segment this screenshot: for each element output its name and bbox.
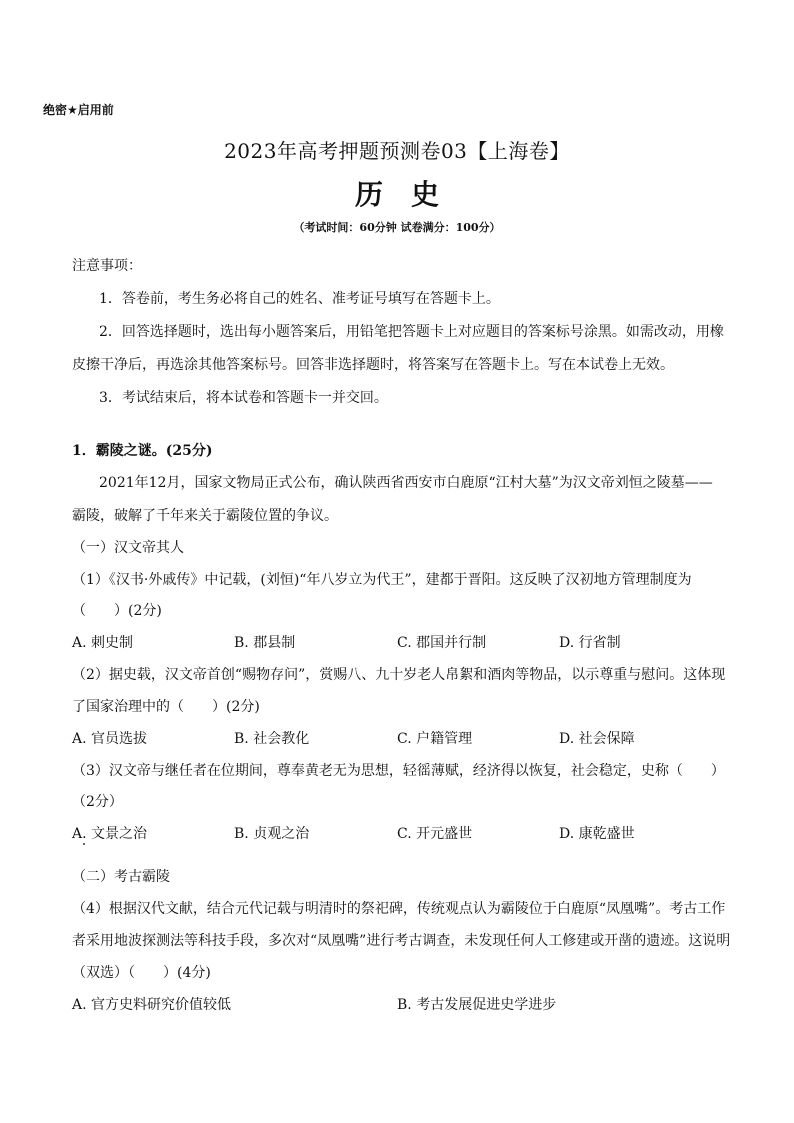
stray-dot [83,843,85,845]
note-item-2-line2: 皮擦干净后，再选涂其他答案标号。回答非选择题时，将答案写在答题卡上。写在本试卷上无效。 [72,357,674,373]
q1-option-d: D. 行省制 [559,635,621,651]
q2-stem-line1: （2）据史载，汉文帝首创“赐物存问”，赏赐八、九十岁老人帛絮和酒肉等物品，以示尊重与慰问。这体现 [72,667,726,683]
confidential-label: 绝密★启用前 [43,103,114,117]
exam-title: 2023年高考押题预测卷03【上海卷】 [224,139,570,163]
q3-option-d: D. 康乾盛世 [559,826,635,842]
q1-option-b: B. 郡县制 [234,635,296,651]
q2-option-d: D. 社会保障 [559,731,635,747]
note-item-2-line1: 2．回答选择题时，选出每小题答案后，用铅笔把答题卡上对应题目的答案标号涂黑。如需改动，用橡 [99,324,724,340]
intro-line1: 2021年12月，国家文物局正式公布，确认陕西省西安市白鹿原“江村大墓”为汉文帝刘恒之陵墓—— [99,475,713,491]
q2-stem-line2: 了国家治理中的（ ）(2分) [72,699,260,715]
q3-option-b: B. 贞观之治 [234,826,310,842]
q1-option-c: C. 郡国并行制 [397,635,487,651]
q4-option-b: B. 考古发展促进史学进步 [397,997,557,1013]
q4-option-a: A. 官方史料研究价值较低 [72,997,232,1013]
question-heading: 1．霸陵之谜。(25分) [72,443,213,459]
exam-info: （考试时间：60分钟 试卷满分：100分） [293,221,501,234]
subject-title: 历史 [354,178,467,211]
intro-line2: 霸陵，破解了千年来关于霸陵位置的争议。 [72,508,338,524]
q3-option-a: A. 文景之治 [72,826,148,842]
note-item-1: 1．答卷前，考生务必将自己的姓名、准考证号填写在答题卡上。 [99,291,500,307]
q1-stem-line1: （1）《汉书·外戚传》中记载，(刘恒)“年八岁立为代王”，建都于晋阳。这反映了汉初地方管理制度为 [72,572,692,588]
q2-option-c: C. 户籍管理 [397,731,473,747]
note-item-3: 3．考试结束后，将本试卷和答题卡一并交回。 [99,390,388,406]
q2-option-a: A. 官员选拔 [72,731,148,747]
q4-stem-line2: 者采用地波探测法等科技手段，多次对“凤凰嘴”进行考古调查，未发现任何人工修建或开凿的遗迹。这说明 [72,933,731,949]
q1-option-a: A. 刺史制 [72,635,134,651]
q4-stem-line3: （双选）（ ）(4分) [72,965,211,981]
q3-stem-line1: （3）汉文帝与继任者在位期间，尊奉黄老无为思想，轻徭薄赋，经济得以恢复，社会稳定，史称（ ） [72,763,725,779]
section-heading-1: （一）汉文帝其人 [72,540,184,556]
section-heading-2: （二）考古霸陵 [72,869,170,885]
q3-option-c: C. 开元盛世 [397,826,473,842]
q2-option-b: B. 社会教化 [234,731,310,747]
q1-stem-line2: （ ）(2分) [72,603,162,619]
notes-heading: 注意事项： [72,258,142,274]
q3-stem-line2: （2分） [72,794,123,810]
q4-stem-line1: （4）根据汉代文献，结合元代记载与明清时的祭祀碑，传统观点认为霸陵位于白鹿原“凤凰嘴”。考古工作 [72,901,726,917]
